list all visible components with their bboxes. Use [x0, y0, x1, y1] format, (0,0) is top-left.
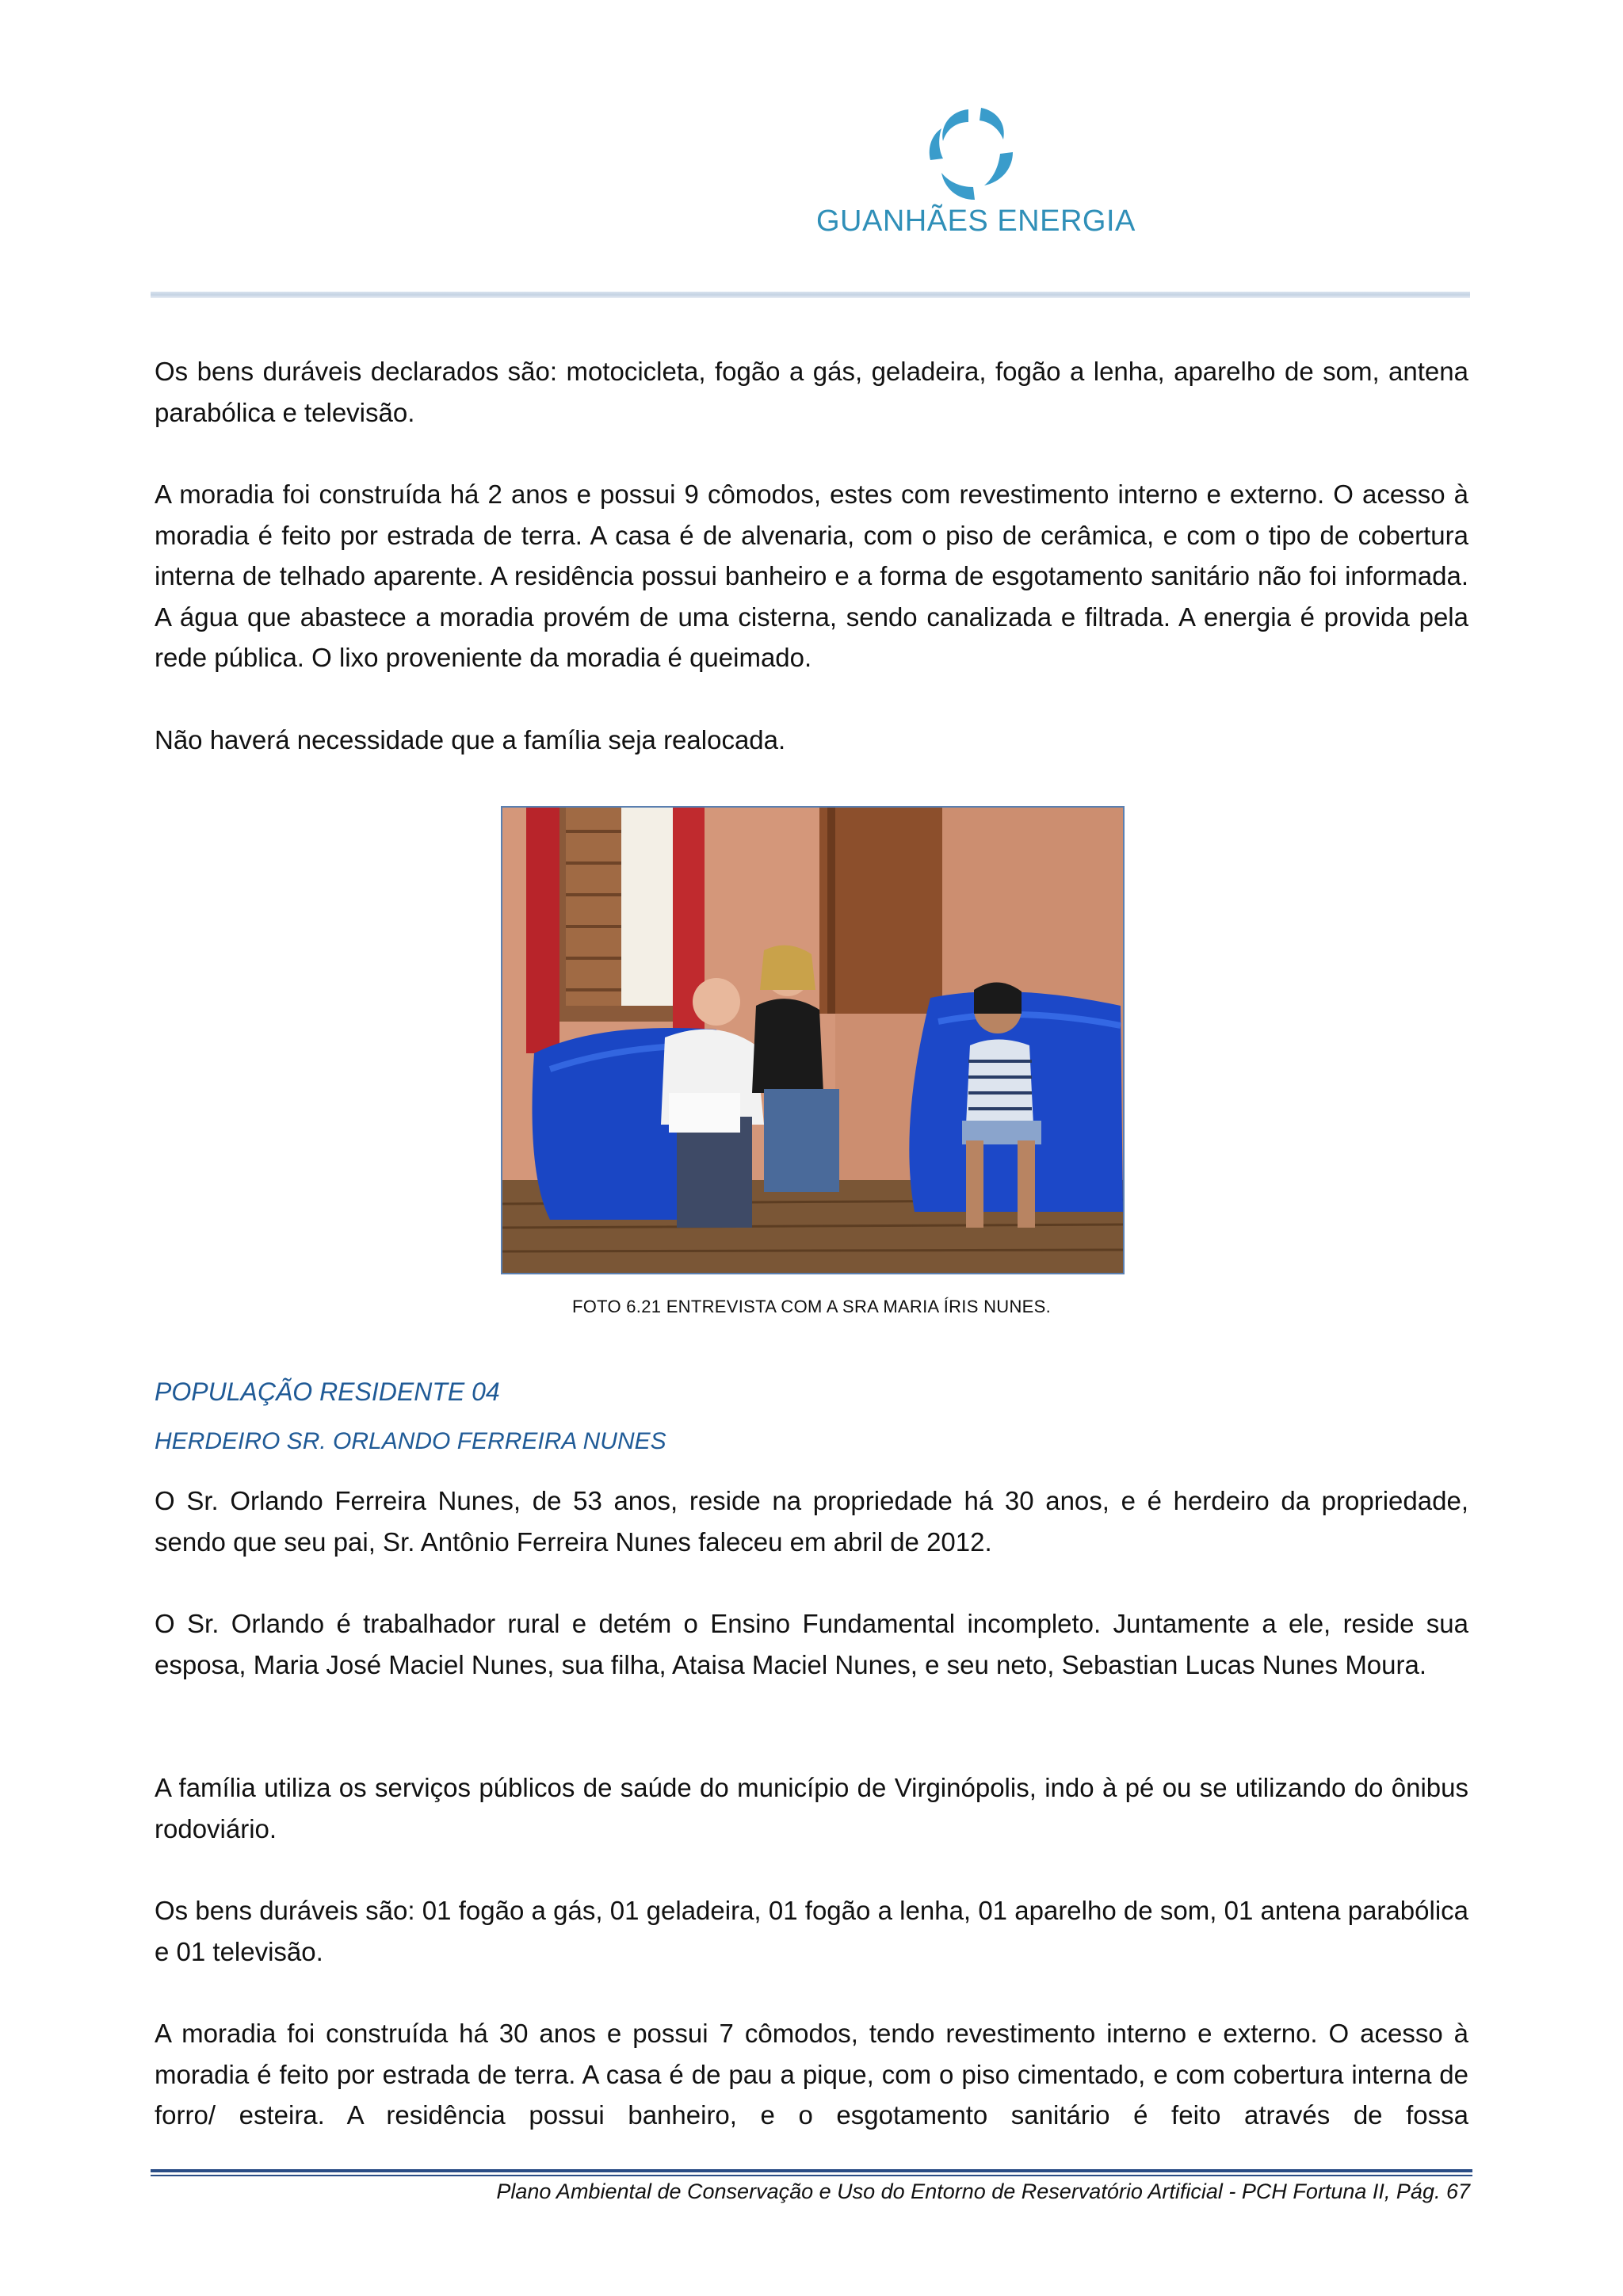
paragraph-housing: A moradia foi construída há 2 anos e possui 9 cômodos, estes com revestimento interno e externo. O acesso à moradia é feito por estrada de terra. A casa é de alvenaria, com o piso de cerâmica, e com o tipo de cobertura interna de telhado aparente. A residência possui banheiro e a forma de esgotamento sanitário não foi informada. A água que abastece a moradia provém de uma cisterna, sendo canalizada e filtrada. A energia é provida pela rede pública. O lixo proveniente da moradia é queimado.: [155, 479, 1468, 672]
footer-divider: [151, 2169, 1472, 2172]
section-title: POPULAÇÃO RESIDENTE 04: [155, 1377, 500, 1406]
brand-name: GUANHÃES ENERGIA: [816, 204, 1136, 238]
footer-divider-secondary: [151, 2175, 1472, 2176]
paragraph-housing-2: A moradia foi construída há 30 anos e possui 7 cômodos, tendo revestimento interno e externo. O acesso à moradia é feito por estrada de terra. A casa é de pau a pique, com o piso cimentado, e com cobertura interna de forro/ esteira. A residência possui banheiro, e o esgotamento sanitário é feito através de fossa: [155, 2019, 1468, 2130]
photo-caption: FOTO 6.21 ENTREVISTA COM A SRA MARIA ÍRIS NUNES.: [571, 1297, 1052, 1316]
paragraph-relocation: Não haverá necessidade que a família seja realocada.: [155, 725, 786, 755]
paragraph-durable-goods-2: Os bens duráveis são: 01 fogão a gás, 01 geladeira, 01 fogão a lenha, 01 aparelho de som, 01 antena parabólica e 01 televisão.: [155, 1896, 1468, 1966]
header-divider: [151, 292, 1470, 298]
paragraph-durable-goods: Os bens duráveis declarados são: motocicleta, fogão a gás, geladeira, fogão a lenha, aparelho de som, antena parabólica e televisão.: [155, 357, 1468, 427]
section-subtitle: HERDEIRO SR. ORLANDO FERREIRA NUNES: [155, 1428, 666, 1454]
interview-photo: [501, 806, 1125, 1274]
footer-text: Plano Ambiental de Conservação e Uso do Entorno de Reservatório Artificial - PCH Fortuna II, Pág. 67: [496, 2179, 1470, 2203]
paragraph-resident-intro: O Sr. Orlando Ferreira Nunes, de 53 anos, reside na propriedade há 30 anos, e é herdeiro da propriedade, sendo que seu pai, Sr. Antônio Ferreira Nunes faleceu em abril de 2012.: [155, 1486, 1468, 1557]
interview-photo-illustration: [502, 808, 1123, 1273]
paragraph-family: O Sr. Orlando é trabalhador rural e detém o Ensino Fundamental incompleto. Juntamente a ele, reside sua esposa, Maria José Maciel Nunes, sua filha, Ataisa Maciel Nunes, e seu neto, Sebastian Lucas Nunes Moura.: [155, 1609, 1468, 1679]
paragraph-health-services: A família utiliza os serviços públicos de saúde do município de Virginópolis, indo à pé ou se utilizando do ônibus rodoviário.: [155, 1773, 1468, 1843]
logo-swirl-icon: [919, 103, 1022, 206]
company-logo: [816, 103, 1136, 250]
